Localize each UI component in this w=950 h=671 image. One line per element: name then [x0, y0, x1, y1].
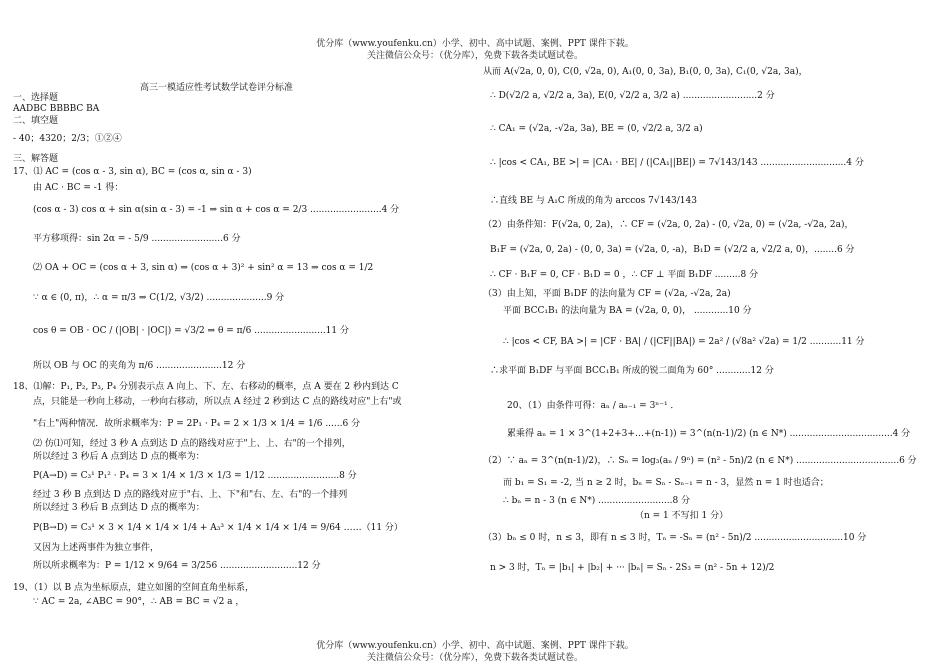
- q19-coords: 从而 A(√2a, 0, 0), C(0, √2a, 0), A₁(0, 0, 3a), B₁(0, 0, 3a), C₁(0, √2a, 3a)，: [483, 67, 808, 77]
- q20-line-d: 而 b₁ = S₁ = -2, 当 n ≥ 2 时，bₙ = Sₙ - Sₙ₋₁ = n - 3，显然 n = 1 时也适合；: [503, 478, 829, 488]
- page-header: [0, 38, 950, 62]
- q17-line-a: 17、⑴ AC = (cos α - 3, sin α), BC = (cos α, sin α - 3): [13, 167, 252, 177]
- q18-line-f: P(A→D) = C₃¹ P₁² · P₄ = 3 × 1/4 × 1/3 × 1/3 = 1/12 .........................8 分: [33, 471, 357, 481]
- q18-line-h: 所以经过 3 秒后 B 点到达 D 点的概率为：: [33, 503, 205, 513]
- q19-vectors: ∴ CA₁ = (√2a, -√2a, 3a), BE = (0, √2/2 a, 3/2 a): [490, 124, 703, 134]
- q19-line-b: ∵ AC = 2a, ∠ABC = 90°，∴ AB = BC = √2 a ，: [33, 597, 245, 607]
- q19-points-de: ∴ D(√2/2 a, √2/2 a, 3a), E(0, √2/2 a, 3/2 a) ..........................2 分: [490, 91, 775, 101]
- q20-line-c: （2）∵ aₙ = 3^(n(n-1)/2)，∴ Sₙ = log₃(aₙ / 9ⁿ) = (n² - 5n)/2 (n ∈ N*) ....................................6 分: [483, 456, 917, 466]
- q20-line-h: n > 3 时，Tₙ = |b₁| + |b₂| + ··· |bₙ| = Sₙ - 2S₃ = (n² - 5n + 12)/2: [490, 563, 775, 573]
- q20-line-g: （3）bₙ ≤ 0 时，n ≤ 3，即有 n ≤ 3 时，Tₙ = -Sₙ = (n² - 5n)/2 ...............................10 分: [483, 533, 867, 543]
- q17-line-b: 由 AC · BC = -1 得：: [33, 183, 124, 193]
- q18-line-k: 所以所求概率为：P = 1/12 × 9/64 = 3/256 ...........................12 分: [33, 561, 321, 571]
- q17-line-f: ∵ α ∈ (0, π)，∴ α = π/3 ⇒ C(1/2, √3/2) .....................9 分: [33, 293, 285, 303]
- q18-line-e: 所以经过 3 秒后 A 点到达 D 点的概率为：: [33, 452, 205, 462]
- q18-line-g: 经过 3 秒 B 点到达 D 点的路线对应于"右、上、下"和"右、左、右"的一个排列: [33, 490, 348, 500]
- q19-part3-result: ∴求平面 B₁DF 与平面 BCC₁B₁ 所成的锐二面角为 60° ............12 分: [490, 366, 774, 376]
- q20-line-a: 20、（1）由条件可得：aₙ / aₙ₋₁ = 3ⁿ⁻¹ ．: [507, 401, 680, 411]
- section-solve-heading: 三、解答题: [13, 154, 59, 164]
- header-line-2: 关注微信公众号：（优分库），免费下载各类试题试卷。: [366, 51, 583, 61]
- q17-line-h: 所以 OB 与 OC 的夹角为 π/6 .......................12 分: [33, 361, 246, 371]
- q19-part2-b1f: B₁F = (√2a, 0, 2a) - (0, 0, 3a) = (√2a, 0, -a)，B₁D = (√2/2 a, √2/2 a, 0)，........6 分: [490, 245, 855, 255]
- q18-line-i: P(B→D) = C₃¹ × 3 × 1/4 × 1/4 × 1/4 + A₃³ × 1/4 × 1/4 × 1/4 = 9/64 ……（11 分）: [33, 523, 403, 533]
- section-choice-heading: 一、选择题: [13, 93, 59, 103]
- choice-answers: AADBC BBBBC BA: [13, 104, 100, 114]
- q17-line-d: 平方移项得：sin 2α = - 5/9 .........................6 分: [33, 234, 241, 244]
- fill-answers: - 40；4320；2/3；①②④: [13, 134, 122, 144]
- page-footer: [0, 640, 950, 664]
- q19-angle-result: ∴直线 BE 与 A₁C 所成的角为 arccos 7√143/143: [490, 196, 697, 206]
- q19-cosine: ∴ |cos < CA₁, BE >| = |CA₁ · BE| / (|CA₁||BE|) = 7√143/143 ..............................4 分: [490, 158, 864, 168]
- q18-line-a: 18、⑴解：P₁, P₂, P₃, P₄ 分别表示点 A 向上、下、左、右移动的概率，点 A 要在 2 秒内到达 C: [13, 382, 399, 392]
- footer-line-1: 优分库（www.youfenku.cn）小学、初中、高中试题、案例、PPT 课件下载。: [316, 641, 634, 651]
- q18-line-j: 又因为上述两事件为独立事件，: [33, 543, 160, 553]
- q19-part2-cf: （2）由条件知：F(√2a, 0, 2a)，∴ CF = (√2a, 0, 2a) - (0, √2a, 0) = (√2a, -√2a, 2a)，: [483, 220, 854, 230]
- q19-part3-cosine: ∴ |cos < CF, BA >| = |CF · BA| / (|CF||BA|) = 2a² / (√8a² √2a) = 1/2 ...........11 分: [503, 337, 865, 347]
- q18-line-b: 点，只能是一秒向上移动，一秒向右移动，所以点 A 经过 2 秒到达 C 点的路线对应"上右"或: [33, 397, 402, 407]
- q20-line-b: 累乘得 aₙ = 1 × 3^(1+2+3+…+(n-1)) = 3^(n(n-1)/2) (n ∈ N*) ....................................4 分: [507, 429, 911, 439]
- q19-part2-perp: ∴ CF · B₁F = 0, CF · B₁D = 0 ，∴ CF ⊥ 平面 B₁DF .........8 分: [490, 270, 759, 280]
- q18-line-c: "右上"两种情况．故所求概率为：P = 2P₁ · P₄ = 2 × 1/3 × 1/4 = 1/6 ......6 分: [33, 419, 361, 429]
- q20-line-f: （n = 1 不写扣 1 分）: [635, 511, 729, 521]
- q19-part3-plane: 平面 BCC₁B₁ 的法向量为 BA = (√2a, 0, 0)， ............10 分: [503, 306, 752, 316]
- section-fill-heading: 二、填空题: [13, 116, 59, 126]
- q19-line-a: 19、（1）以 B 点为坐标原点，建立如图的空间直角坐标系，: [13, 583, 255, 593]
- q20-line-e: ∴ bₙ = n - 3 (n ∈ N*) ..........................8 分: [503, 496, 691, 506]
- document-title: 高三一模适应性考试数学试卷评分标准: [140, 83, 294, 93]
- footer-line-2: 关注微信公众号：（优分库），免费下载各类试题试卷。: [366, 653, 583, 663]
- q17-line-e: ⑵ OA + OC = (cos α + 3, sin α) ⇒ (cos α + 3)² + sin² α = 13 ⇒ cos α = 1/2: [33, 263, 374, 273]
- header-line-1: 优分库（www.youfenku.cn）小学、初中、高中试题、案例、PPT 课件下载。: [316, 39, 634, 49]
- q19-part3-normal: （3）由上知，平面 B₁DF 的法向量为 CF = (√2a, -√2a, 2a): [483, 289, 731, 299]
- q17-line-g: cos θ = OB · OC / (|OB| · |OC|) = √3/2 ⇒ θ = π/6 .........................11 分: [33, 326, 349, 336]
- q18-line-d: ⑵ 仿⑴可知，经过 3 秒 A 点到达 D 点的路线对应于"上、上、右"的一个排列，: [33, 439, 351, 449]
- q17-line-c: (cos α - 3) cos α + sin α(sin α - 3) = -1 ⇒ sin α + cos α = 2/3 .........................4 分: [33, 205, 400, 215]
